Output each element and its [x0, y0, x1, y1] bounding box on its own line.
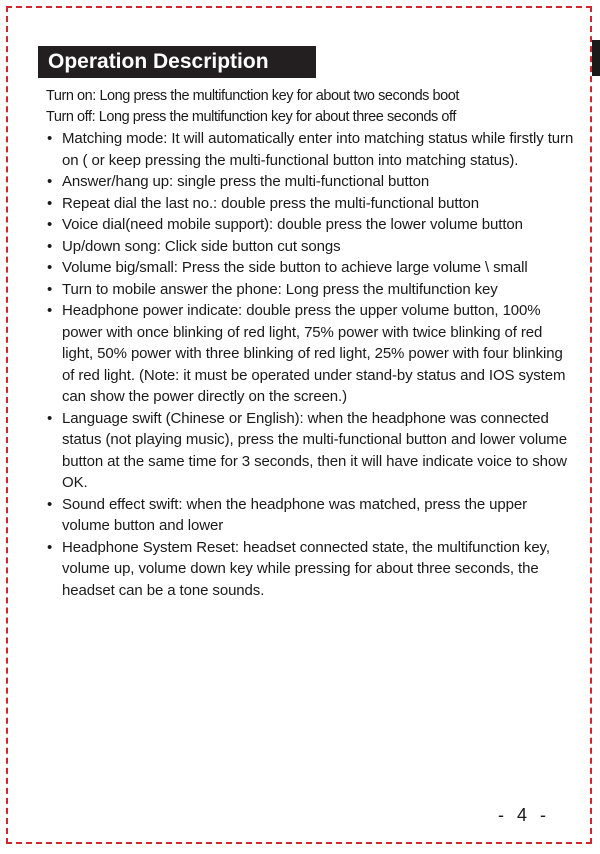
list-item	[46, 214, 576, 236]
list-item-text: Language swift (Chinese or English): when the headphone was connected status (not playing music), press the multi-functional button and lower volume button at the same time for 3 seconds, then it will have indicate voice to show OK.	[62, 409, 567, 491]
bullet-icon: •	[47, 173, 53, 190]
operation-list	[46, 128, 576, 601]
bullet-icon: •	[47, 237, 53, 255]
list-item-text: Headphone power indicate: double press the upper volume button, 100% power with once blinking of red light, 75% power with twice blinking of red light, 50% power with three blinking of red light, 25% power with four blinking of red light. (Note: it must be operated under stand-by status and IOS system can show the power directly on the screen.)	[62, 302, 566, 405]
page-number: - 4 -	[498, 805, 551, 825]
bullet-icon: •	[47, 280, 53, 298]
list-item-text: Matching mode: It will automatically enter into matching status while firstly turn on ( or keep pressing the multi-functional button into matching status).	[62, 130, 574, 169]
bullet-icon: •	[47, 495, 53, 513]
list-item	[46, 236, 576, 258]
bullet-icon: •	[47, 216, 53, 233]
turn-off-instruction: Turn off: Long press the multifunction key for about three seconds off	[46, 109, 456, 125]
list-item	[46, 257, 576, 279]
bullet-icon: •	[47, 409, 53, 427]
list-item-text: Answer/hang up: single press the multi-functional button	[62, 173, 430, 190]
list-item-text: Volume big/small: Press the side button to achieve large volume \ small	[62, 259, 528, 276]
list-item-text: Voice dial(need mobile support): double press the lower volume button	[62, 216, 523, 233]
list-item-text: Sound effect swift: when the headphone was matched, press the upper volume button and lower	[62, 495, 527, 534]
bullet-icon: •	[47, 130, 53, 147]
bullet-icon: •	[47, 538, 53, 556]
list-item	[46, 537, 576, 602]
list-item-text: Repeat dial the last no.: double press the multi-functional button	[62, 194, 479, 212]
list-item	[46, 494, 576, 537]
edge-tab-mark	[592, 40, 600, 76]
list-item-text: Turn to mobile answer the phone: Long press the multifunction key	[62, 280, 498, 298]
list-item	[46, 408, 576, 494]
bullet-icon: •	[47, 302, 53, 319]
list-item-text: Headphone System Reset: headset connected state, the multifunction key, volume up, volume down key while pressing for about three seconds, the headset can be a tone sounds.	[62, 538, 550, 599]
content-body	[46, 86, 576, 601]
bullet-icon: •	[47, 194, 53, 212]
list-item	[46, 128, 576, 171]
list-item	[46, 300, 576, 408]
turn-on-instruction: Turn on: Long press the multifunction key for about two seconds boot	[46, 88, 459, 104]
list-item	[46, 279, 576, 301]
list-item	[46, 171, 576, 193]
bullet-icon: •	[47, 259, 53, 276]
section-title: Operation Description	[38, 46, 316, 78]
list-item	[46, 193, 576, 215]
list-item-text: Up/down song: Click side button cut songs	[62, 237, 341, 255]
